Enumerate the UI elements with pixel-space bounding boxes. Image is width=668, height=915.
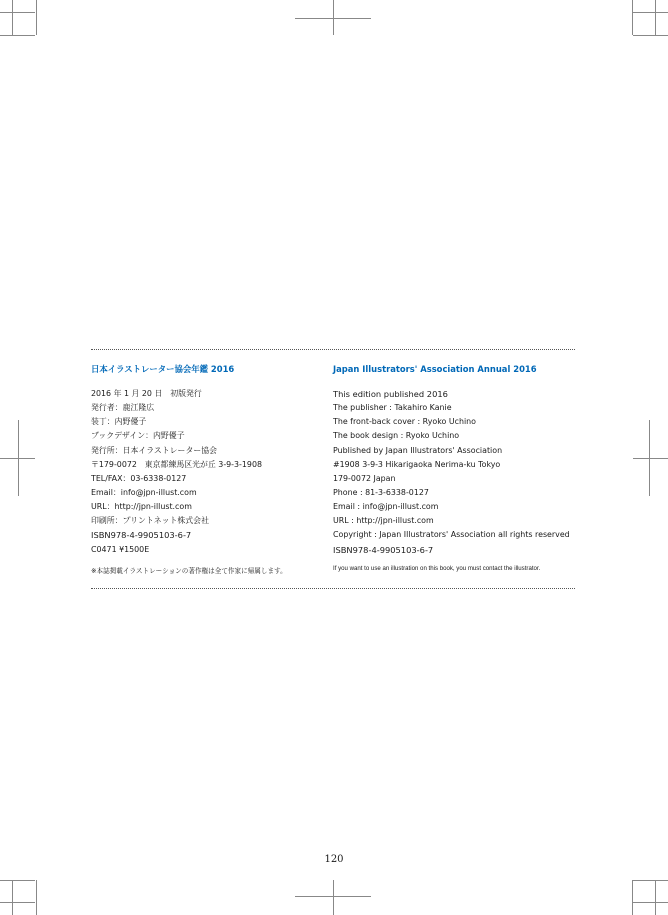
postal-code: 179-0072 Japan (333, 473, 396, 483)
crop-mark (295, 18, 371, 19)
cover-design: The front-back cover : Ryoko Uchino (333, 417, 476, 427)
price-code: C0471 ¥1500E (91, 544, 150, 554)
book-design: The book design : Ryoko Uchino (333, 431, 460, 441)
publish-date: 2016 年 1 月 20 日 初版発行 (91, 389, 202, 398)
street-address: #1908 3-9-3 Hikarigaoka Nerima-ku Tokyo (333, 459, 501, 469)
url: URL：http://jpn-illust.com (91, 502, 192, 512)
crop-mark (632, 880, 633, 915)
crop-mark (12, 0, 13, 35)
page-number: 120 (324, 854, 344, 865)
crop-mark (295, 896, 371, 897)
crop-mark (0, 35, 35, 36)
bottom-dotted-rule (91, 588, 575, 589)
publisher: The publisher : Takahiro Kanie (333, 403, 452, 413)
crop-mark (632, 0, 633, 35)
crop-mark (0, 12, 35, 13)
published-by: Published by Japan Illustrators' Association (333, 445, 503, 455)
copyright-note-japanese: ※本誌掲載イラストレーションの著作権は全て作家に帰属します。 (91, 567, 287, 575)
crop-mark (36, 880, 37, 915)
copyright: Copyright : Japan Illustrators' Association all rights reserved (333, 530, 570, 540)
postal-address: 〒179-0072 東京都練馬区光が丘 3-9-3-1908 (91, 459, 262, 469)
crop-mark (0, 902, 35, 903)
email: Email：info@jpn-illust.com (91, 487, 197, 497)
url: URL : http://jpn-illust.com (333, 516, 434, 526)
crop-mark (633, 902, 668, 903)
crop-mark (18, 420, 19, 496)
crop-mark (633, 880, 668, 881)
publishing-office: 発行所：日本イラストレーター協会 (91, 445, 218, 455)
crop-mark (633, 12, 668, 13)
top-dotted-rule (91, 349, 575, 350)
crop-mark (655, 0, 656, 35)
isbn: ISBN978-4-9905103-6-7 (333, 544, 434, 555)
colophon-japanese (91, 362, 326, 557)
phone: Phone : 81-3-6338-0127 (333, 487, 429, 497)
book-design: ブックデザイン：内野優子 (91, 431, 185, 441)
crop-mark (649, 420, 650, 496)
tel-fax: TEL/FAX：03-6338-0127 (91, 473, 187, 483)
isbn: ISBN978-4-9905103-6-7 (91, 530, 192, 541)
crop-mark (633, 458, 668, 459)
copyright-note-english: If you want to use an illustration on this book, you must contact the illustrator. (333, 565, 541, 572)
email: Email : info@jpn-illust.com (333, 502, 439, 512)
colophon-english (333, 362, 578, 557)
crop-mark (36, 0, 37, 35)
crop-mark (633, 35, 668, 36)
crop-mark (12, 880, 13, 915)
publisher: 発行者：鹿江隆広 (91, 403, 155, 413)
edition: This edition published 2016 (333, 389, 448, 399)
japanese-heading: 日本イラストレーター協会年鑑 2016 (91, 364, 235, 374)
printer: 印刷所：プリントネット株式会社 (91, 516, 209, 526)
cover-design: 装丁：内野優子 (91, 417, 147, 427)
crop-mark (333, 880, 334, 915)
english-heading: Japan Illustrators' Association Annual 2016 (333, 364, 537, 374)
crop-mark (0, 880, 35, 881)
crop-mark (655, 880, 656, 915)
